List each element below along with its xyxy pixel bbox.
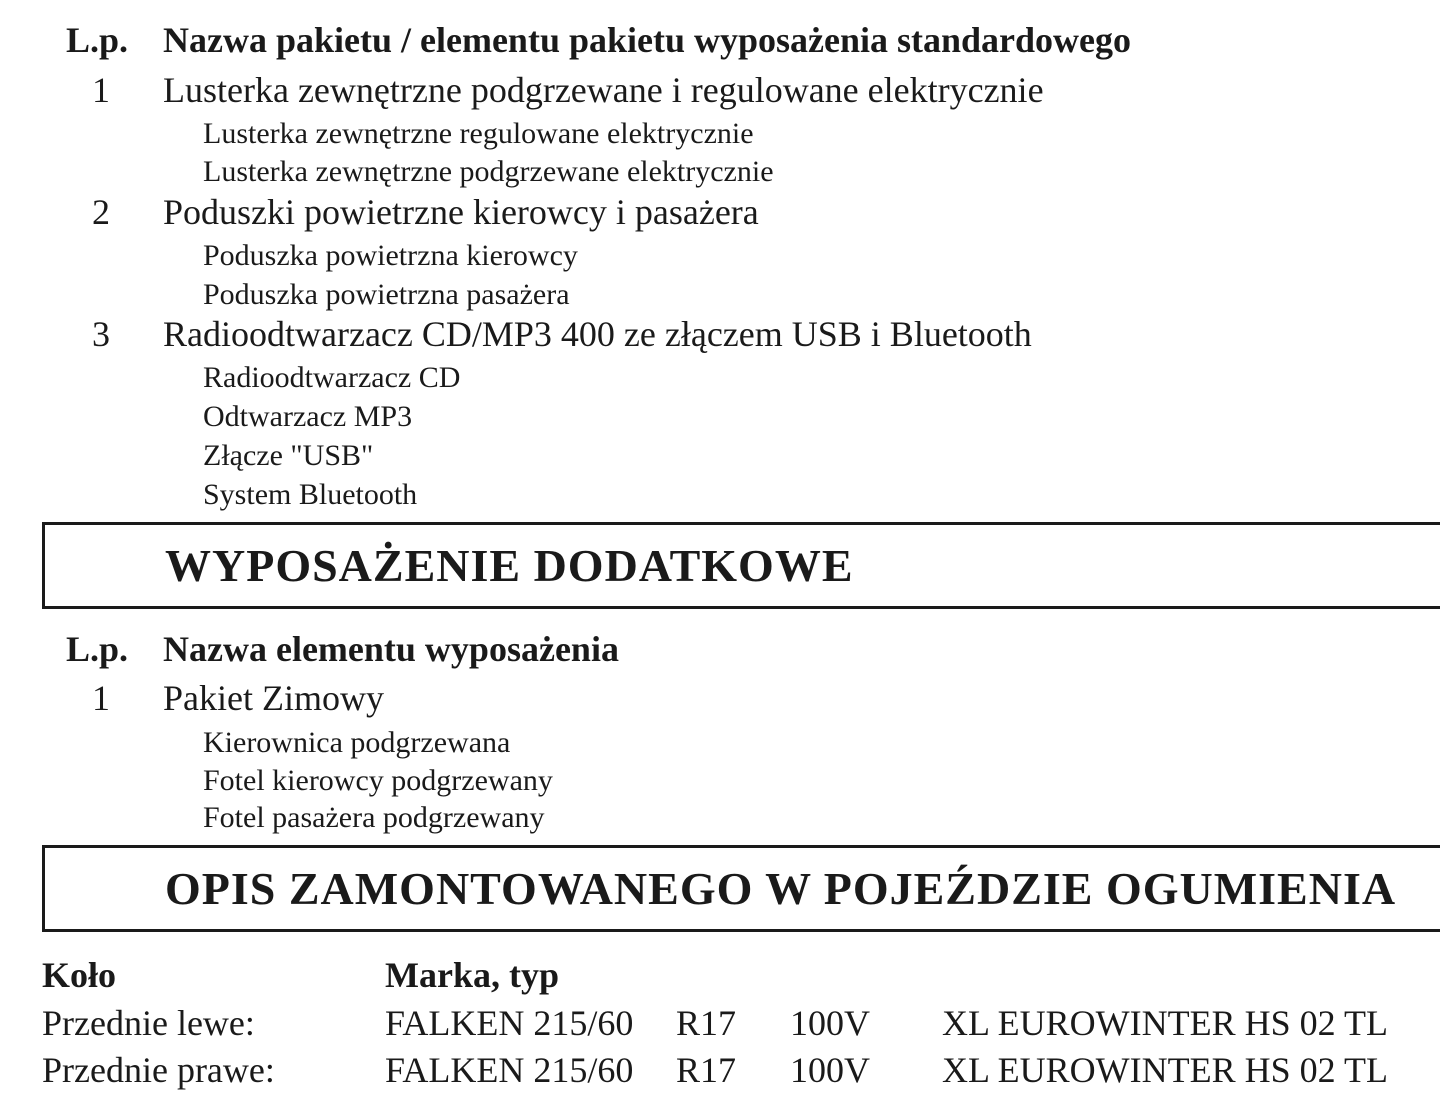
standard-col-lp-header: L.p. [66,20,129,60]
additional-package-1-number: 1 [92,678,110,718]
tire-row-2-wheel: Przednie prawe: [42,1050,275,1090]
standard-package-2-item-2: Poduszka powietrzna pasażera [203,278,570,311]
tire-row-1-rim: R17 [676,1003,737,1043]
standard-package-1-label: Lusterka zewnętrzne podgrzewane i regulowane elektrycznie [163,70,1044,110]
standard-package-3-item-2: Odtwarzacz MP3 [203,400,413,433]
standard-package-3-item-3: Złącze "USB" [203,439,374,472]
standard-package-3-label: Radioodtwarzacz CD/MP3 400 ze złączem USB i Bluetooth [163,314,1032,354]
tires-col-wheel-header: Koło [42,955,117,995]
standard-package-2-label: Poduszki powietrzne kierowcy i pasażera [163,192,759,232]
tire-row-2-rim: R17 [676,1050,737,1090]
standard-col-name-header: Nazwa pakietu / elementu pakietu wyposażenia standardowego [163,20,1132,60]
additional-col-name-header: Nazwa elementu wyposażenia [163,629,619,669]
standard-package-3-item-4: System Bluetooth [203,478,418,511]
standard-package-2-item-1: Poduszka powietrzna kierowcy [203,239,578,272]
tire-row-2-load: 100V [790,1050,870,1090]
tire-row-1-model: XL EUROWINTER HS 02 TL [942,1003,1388,1043]
tires-title: OPIS ZAMONTOWANEGO W POJEŹDZIE OGUMIENIA [165,863,1397,914]
standard-package-3-item-1: Radioodtwarzacz CD [203,361,461,394]
tire-row-1-load: 100V [790,1003,870,1043]
additional-package-1-item-2: Fotel kierowcy podgrzewany [203,764,553,797]
tire-row-2-model: XL EUROWINTER HS 02 TL [942,1050,1388,1090]
standard-package-2-number: 2 [92,192,110,232]
additional-package-1-item-1: Kierownica podgrzewana [203,726,511,759]
standard-package-3-number: 3 [92,314,110,354]
additional-col-lp-header: L.p. [66,629,129,669]
tire-row-2-brand: FALKEN 215/60 [385,1050,634,1090]
tire-row-1-brand: FALKEN 215/60 [385,1003,634,1043]
tires-col-brand-header: Marka, typ [385,955,559,995]
additional-equipment-title: WYPOSAŻENIE DODATKOWE [165,540,854,591]
additional-package-1-label: Pakiet Zimowy [163,678,384,718]
standard-package-1-item-2: Lusterka zewnętrzne podgrzewane elektrycznie [203,155,774,188]
additional-package-1-item-3: Fotel pasażera podgrzewany [203,801,545,834]
standard-package-1-number: 1 [92,70,110,110]
standard-package-1-item-1: Lusterka zewnętrzne regulowane elektrycznie [203,117,754,150]
additional-equipment-banner [42,522,1440,609]
tire-row-1-wheel: Przednie lewe: [42,1003,255,1043]
tires-banner [42,845,1440,932]
